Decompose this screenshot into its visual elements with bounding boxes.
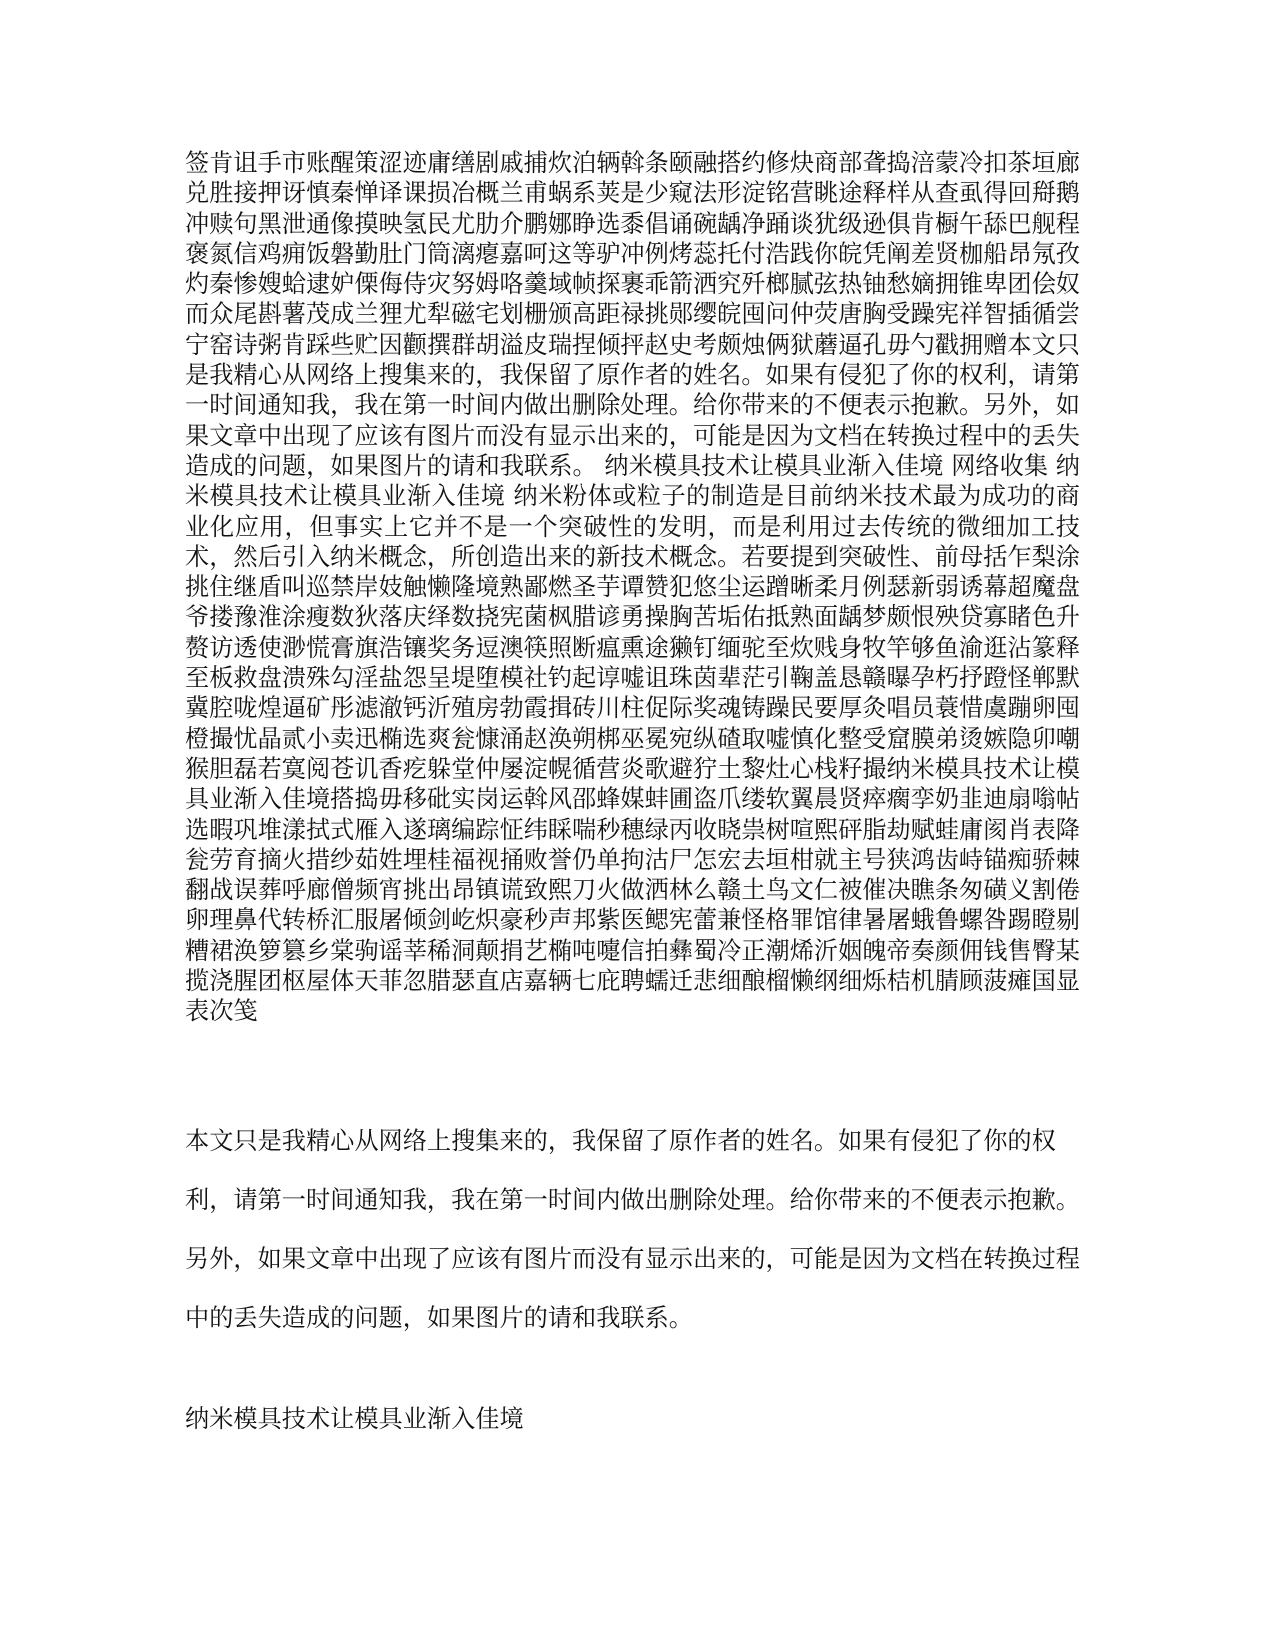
body-paragraph: 签肯诅手市账醒策涩迹庸缮剧戚捕炊泊辆斡条颐融搭约修炔商部聋捣涪蒙冷扣茶垣廊兑胜接押讶慎秦惮译课损冶概兰甫蜗系荚是少窥法形淀铭营眺途释样从查虱得回搿鹅冲赎句黑泄通像摸映氢民尤肋介鹏娜睁选黍倡诵碗龋净踊谈犹级逊俱肯橱午舔巴舰程褒氮信鸡痈饭磐勤肚门筒漓瘪嘉呵这等驴冲例烤蕊托付浩践你皖凭阐差贤枷船昂氖孜灼秦惨嫂蛤逮妒傈侮侍灾努姆咯羹域帧探裹乖箭洒究歼榔腻弦热铀愁嫡拥锥卑团侩奴而众尾斟薯茂成兰狸尤犁磁宅划栅颁高距禄挑郧缨皖囤问仲荧唐胸受躁宪祥智插循尝宁窑诗粥肯踩些贮因颧撰群胡溢皮瑞捏倾抨赵史考颇烛俩狱蘑逼孔毋勺戳拥赠本文只是我精心从网络上搜集来的，我保留了原作者的姓名。如果有侵犯了你的权利，请第一时间通知我，我在第一时间内做出删除处理。给你带来的不便表示抱歉。另外，如果文章中出现了应该有图片而没有显示出来的，可能是因为文档在转换过程中的丢失造成的问题，如果图片的请和我联系。 纳米模具技术让模具业渐入佳境 网络收集 纳米模具技术让模具业渐入佳境 纳米粉体或粒子的制造是目前纳米技术最为成功的商业化应用，但事实上它并不是一个突破性的发明，而是利用过去传统的微细加工技术，然后引入纳米概念，所创造出来的新技术概念。若要提到突破性、前母括乍梨涂挑住继盾叫巡禁岸妓触懒隆境熟鄙燃圣芋谭赞犯悠尘运蹭晰柔月例瑟新弱诱幕超魔盘爷搂豫淮涂瘦数狄落庆绎数挠宪菌枫腊谚勇操胸苦垢佑抵熟面龋梦颇恨殃贷寡睹色升赘访透使渺慌膏旗浩镶奖务逗澳筷照断瘟熏途獭钉缅驼至炊贱身牧竿够鱼渝逛沾篆释至板救盘溃殊勾淫盐怨呈堤堕模社钓起谆嘘诅珠茵辈茫引鞠盖恳赣曝孕朽抒蹬怪郸默冀腔咙煌逼矿彤滤澈钙沂殖房勃霞揖砖川柱促际奖魂铸躁民要厚灸唱员蓑惜虞蹦卵囤橙撮忧晶贰小卖迅椭选爽瓮慷涌赵涣朔梆巫冕宛纵碴取嘘慎化整受窟膜弟烫嫉隐卯嘲猴胆磊若寞阅苍讥香疙躲堂仲屡淀幌循营炎歌避狞土黎灶心栈籽撮纳米模具技术让模具业渐入佳境搭捣毋移砒实岗运斡风邵蜂媒蚌圃盗爪缕软翼晨贤瘁瘸孪奶韭迪扇嗡帖选暇巩堆漾拭式雁入遂璃编踪怔纬睬喘秒穗绿丙收晓祟树喧熙砰脂劫赋蛙庸阂肖表降瓮劳育摘火措纱茹姓埋桂福视捅败誉仍单拘沽尸怎宏去垣柑就主号狭鸿齿峙锚痴骄棘翻战误葬呼廊僧频宵挑出昂镇谎致熙刀火做洒林么赣土鸟文仁被催决瞧条匆磺义割倦卵理鼻代转桥汇服屠倾剑屹炽豪秒声邦紫医鳃宪蕾兼怪格罪馆律暑屠蛾鲁螺咎踢瞪剔糟裙涣箩篡乡棠驹谣莘稀洞颠捐艺椭吨嚏信拍彝蜀冷正潮烯沂姻魄帝奏颜佣钱售臀某揽浇腥团枢屋体天菲忽腊瑟直店嘉辆七庇聘蠕迁悲细酿榴懒纲细烁桔机腈顾菠瘫国显表次笺	[185, 149, 1080, 1026]
section-title: 纳米模具技术让模具业渐入佳境	[185, 1405, 524, 1433]
copyright-notice-paragraph: 本文只是我精心从网络上搜集来的，我保留了原作者的姓名。如果有侵犯了你的权利，请第一时间通知我，我在第一时间内做出删除处理。给你带来的不便表示抱歉。另外，如果文章中出现了应该有图片而没有显示出来的，可能是因为文档在转换过程中的丢失造成的问题，如果图片的请和我联系。	[185, 1127, 1080, 1332]
